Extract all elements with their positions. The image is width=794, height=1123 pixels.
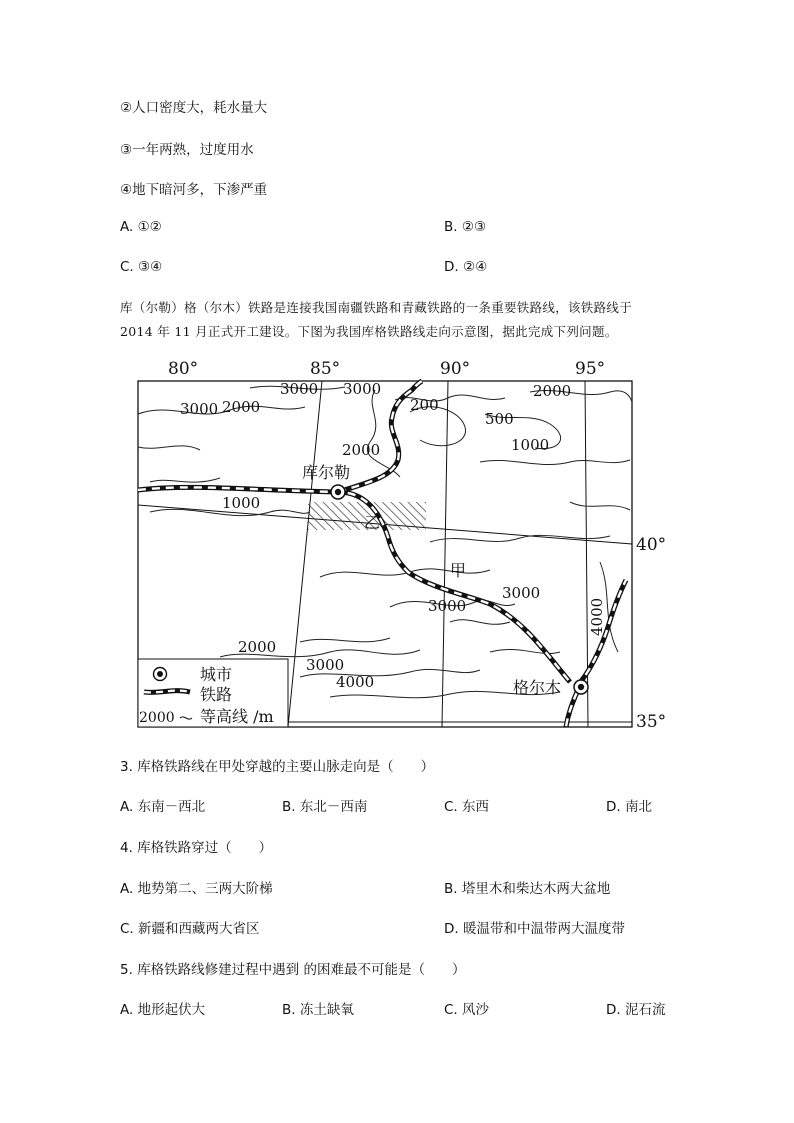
question-4-stem: 4. 库格铁路穿过（ ）	[120, 840, 273, 856]
contour-label: 2000	[533, 382, 572, 400]
legend-city-label: 城市	[200, 665, 233, 684]
contour-lines	[138, 386, 632, 697]
contour-label: 2000	[222, 398, 261, 416]
contour-label: 3000	[180, 400, 219, 418]
contour-label: 1000	[511, 436, 550, 454]
contour-label: 4000	[588, 597, 606, 636]
contour-label: 2000	[238, 638, 277, 656]
contour-label: 3000	[343, 380, 382, 398]
prev-option-b: B. ②③	[444, 219, 487, 235]
intro-line-2: 2014 年 11 月正式开工建设。下图为我国库格铁路线走向示意图，据此完成下列问题。	[120, 324, 618, 339]
q4-option-c[interactable]: C. 新疆和西藏两大省区	[120, 921, 260, 937]
city-label-golmud: 格尔木	[513, 678, 562, 697]
lat-label-40: 40°	[636, 535, 667, 555]
contour-label: 1000	[222, 494, 261, 512]
legend-contour-sample: 2000	[139, 710, 175, 726]
legend-contour-label: 等高线 /m	[200, 707, 274, 726]
contour-label: 3000	[280, 380, 319, 398]
prev-option-c: C. ③④	[120, 259, 163, 275]
legend-railway-label: 铁路	[200, 685, 233, 704]
question-5-stem: 5. 库格铁路线修建过程中遇到 的困难最不可能是（ ）	[120, 962, 466, 978]
q3-option-d[interactable]: D. 南北	[606, 799, 652, 815]
q3-option-c[interactable]: C. 东西	[444, 799, 490, 815]
contour-label: 3000	[306, 656, 345, 674]
contour-label: 2000	[342, 441, 381, 459]
q5-option-c[interactable]: C. 风沙	[444, 1002, 490, 1018]
question-3-stem: 3. 库格铁路线在甲处穿越的主要山脉走向是（ ）	[120, 759, 435, 775]
lon-label-85: 85°	[310, 359, 341, 379]
q3-option-a[interactable]: A. 东南－西北	[120, 799, 206, 815]
q4-option-a[interactable]: A. 地势第二、三两大阶梯	[120, 881, 273, 897]
lon-label-90: 90°	[440, 359, 471, 379]
lon-label-80: 80°	[168, 359, 199, 379]
contour-label: 4000	[336, 673, 375, 691]
contour-label: 200	[410, 396, 439, 414]
q3-option-b[interactable]: B. 东北－西南	[282, 799, 368, 815]
item-3: ③一年两熟，过度用水	[120, 142, 254, 158]
lat-label-35: 35°	[636, 712, 667, 732]
contour-label: 500	[485, 410, 514, 428]
city-marker-golmud	[574, 680, 588, 694]
item-4: ④地下暗河多，下渗严重	[120, 182, 268, 198]
item-2: ②人口密度大，耗水量大	[120, 100, 268, 116]
contour-label: 3000	[502, 584, 541, 602]
q4-option-b[interactable]: B. 塔里木和柴达木两大盆地	[444, 881, 611, 897]
q5-option-d[interactable]: D. 泥石流	[606, 1002, 666, 1018]
railway-map	[130, 352, 670, 737]
prev-option-a: A. ①②	[120, 219, 162, 235]
intro-line-1: 库（尔勒）格（尔木）铁路是连接我国南疆铁路和青藏铁路的一条重要铁路线，该铁路线于	[120, 300, 633, 315]
region-label-jia: 甲	[450, 561, 467, 580]
q5-option-b[interactable]: B. 冻土缺氧	[282, 1002, 354, 1018]
city-label-korla: 库尔勒	[302, 463, 351, 482]
q5-option-a[interactable]: A. 地形起伏大	[120, 1002, 206, 1018]
city-marker-korla	[331, 485, 345, 499]
region-label-yi: 乙	[364, 513, 381, 532]
q4-option-d[interactable]: D. 暖温带和中温带两大温度带	[444, 921, 625, 937]
prev-option-d: D. ②④	[444, 259, 488, 275]
intro-paragraph	[120, 296, 680, 344]
map-legend	[138, 659, 288, 727]
lon-label-95: 95°	[575, 359, 606, 379]
contour-label: 3000	[428, 597, 467, 615]
